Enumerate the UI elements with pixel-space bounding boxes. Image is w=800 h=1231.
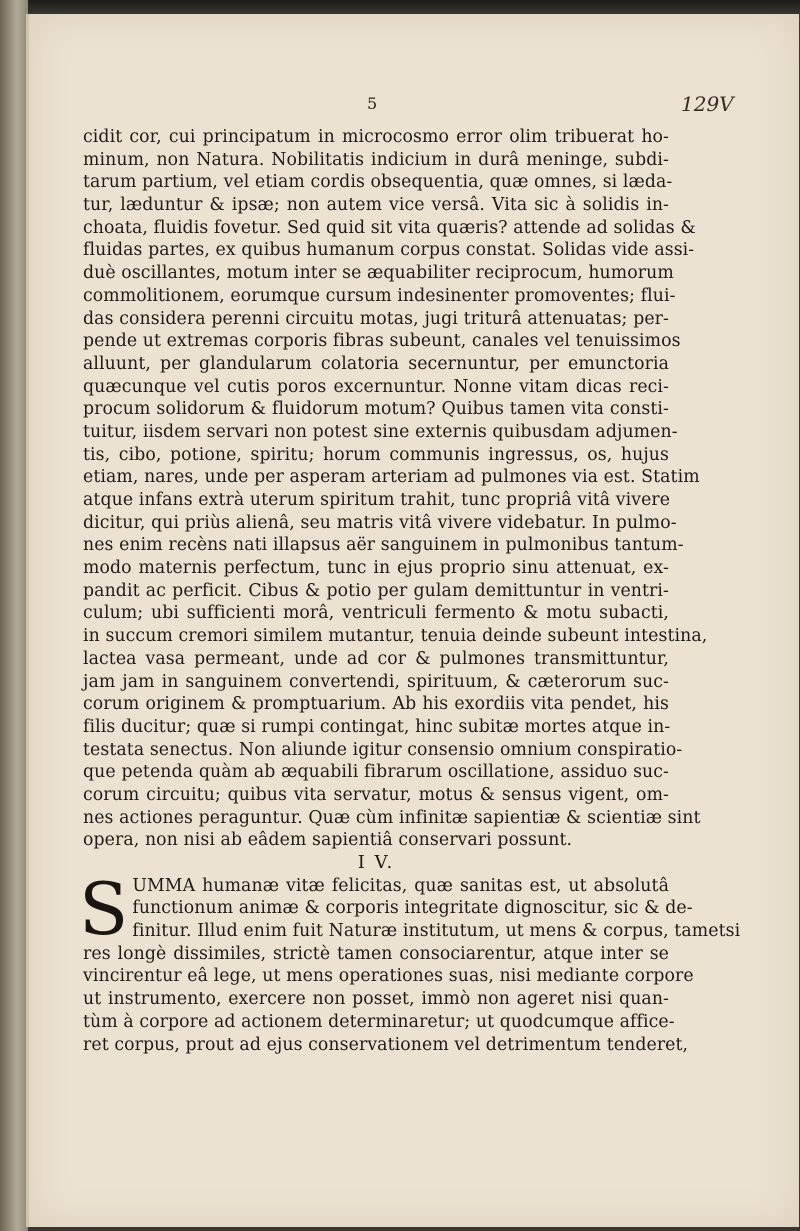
handwritten-folio-mark: 129V xyxy=(681,92,734,116)
text-line: das considera perenni circuitu motas, jugi triturâ attenuatas; per- xyxy=(83,308,669,329)
text-line: cidit cor, cui principatum in microcosmo error olim tribuerat ho- xyxy=(83,127,669,147)
text-line: finitur. Illud enim fuit Naturæ institutum, ut mens & corpus, tametsi xyxy=(132,921,741,942)
text-line: nes actiones peraguntur. Quæ cùm infinitæ sapientiæ & scientiæ sint xyxy=(83,807,701,828)
text-line: in succum cremori similem mutantur, tenuia deinde subeunt intestina, xyxy=(83,626,708,647)
text-line: filis ducitur; quæ si rumpi contingat, hinc subitæ mortes atque in- xyxy=(83,716,671,737)
paragraph-before xyxy=(83,126,708,852)
text-line: que petenda quàm ab æquabili fibrarum oscillatione, assiduo suc- xyxy=(83,762,669,783)
text-line: ut instrumento, exercere non posset, immò non ageret nisi quan- xyxy=(83,989,669,1010)
text-line: dicitur, qui priùs alienâ, seu matris vitâ vivere videbatur. In pulmo- xyxy=(83,512,677,533)
text-line: ret corpus, prout ad ejus conservationem vel detrimentum tenderet, xyxy=(83,1034,689,1055)
text-line: tarum partium, vel etiam cordis obsequentia, quæ omnes, si læda- xyxy=(83,172,673,193)
paragraph-after xyxy=(79,866,741,1057)
text-line: tis, cibo, potione, spiritu; horum communis ingressus, os, hujus xyxy=(83,444,669,465)
text-line: pende ut extremas corporis fibras subeunt, canales vel tenuissimos xyxy=(83,331,681,352)
text-line: modo maternis perfectum, tunc in ejus proprio sinu attenuat, ex- xyxy=(83,558,669,579)
drop-cap: S xyxy=(79,866,129,951)
text-line: etiam, nares, unde per asperam arteriam ad pulmones via est. Statim xyxy=(83,467,700,488)
text-line: tùm à corpore ad actionem determinaretur; ut quodcumque affice- xyxy=(83,1011,675,1032)
text-line: commolitionem, eorumque cursum indesinenter promoventes; flui- xyxy=(83,285,676,306)
text-line: opera, non nisi ab eâdem sapientiâ conservari possunt. xyxy=(83,830,573,851)
text-line: corum originem & promptuarium. Ab his exordiis vita pendet, his xyxy=(83,694,669,715)
text-line: pandit ac perficit. Cibus & potio per gulam demittuntur in ventri- xyxy=(83,580,669,601)
text-line: corum circuitu; quibus vita servatur, motus & sensus vigent, om- xyxy=(83,784,669,805)
text-line: fluidas partes, ex quibus humanum corpus constat. Solidas vide assi- xyxy=(83,240,695,261)
text-line: quæcunque vel cutis poros excernuntur. Nonne vitam dicas reci- xyxy=(83,376,669,397)
text-line: choata, fluidis fovetur. Sed quid sit vita quæris? attende ad solidas & xyxy=(83,217,696,238)
book-page xyxy=(26,14,799,1227)
text-line: minum, non Natura. Nobilitatis indicium in durâ meninge, subdi- xyxy=(83,149,669,170)
text-line: culum; ubi sufficienti morâ, ventriculi fermento & motu subacti, xyxy=(83,603,669,624)
text-line: alluunt, per glandularum colatoria secernuntur, per emunctoria xyxy=(83,353,669,374)
text-line: functionum animæ & corporis integritate dignoscitur, sic & de- xyxy=(132,898,693,919)
text-line: testata senectus. Non aliunde igitur consensio omnium conspiratio- xyxy=(83,739,683,760)
text-line: atque infans extrà uterum spiritum trahit, tunc propriâ vitâ vivere xyxy=(83,490,671,510)
text-line: nes enim recèns nati illapsus aër sanguinem in pulmonibus tantum- xyxy=(83,535,684,556)
text-line: UMMA humanæ vitæ felicitas, quæ sanitas est, ut absolutâ xyxy=(132,875,669,896)
text-line: procum solidorum & fluidorum motum? Quibus tamen vita consti- xyxy=(83,399,669,420)
text-block xyxy=(79,126,741,1056)
section-heading: I V. xyxy=(357,852,395,873)
text-line: jam jam in sanguinem convertendi, spirituum, & cæterorum suc- xyxy=(83,671,669,692)
page-number: 5 xyxy=(367,94,378,113)
text-line: tur, læduntur & ipsæ; non autem vice versâ. Vita sic à solidis in- xyxy=(83,195,669,216)
book-gutter xyxy=(0,0,28,1231)
text-line: res longè dissimiles, strictè tamen consociarentur, atque inter se xyxy=(83,943,669,964)
text-line: duè oscillantes, motum inter se æquabiliter reciprocum, humorum xyxy=(83,263,674,284)
text-line: vincirentur eâ lege, ut mens operationes suas, nisi mediante corpore xyxy=(83,966,694,987)
text-line: tuitur, iisdem servari non potest sine externis quibusdam adjumen- xyxy=(83,421,678,442)
text-line: lactea vasa permeant, unde ad cor & pulmones transmittuntur, xyxy=(83,648,669,669)
